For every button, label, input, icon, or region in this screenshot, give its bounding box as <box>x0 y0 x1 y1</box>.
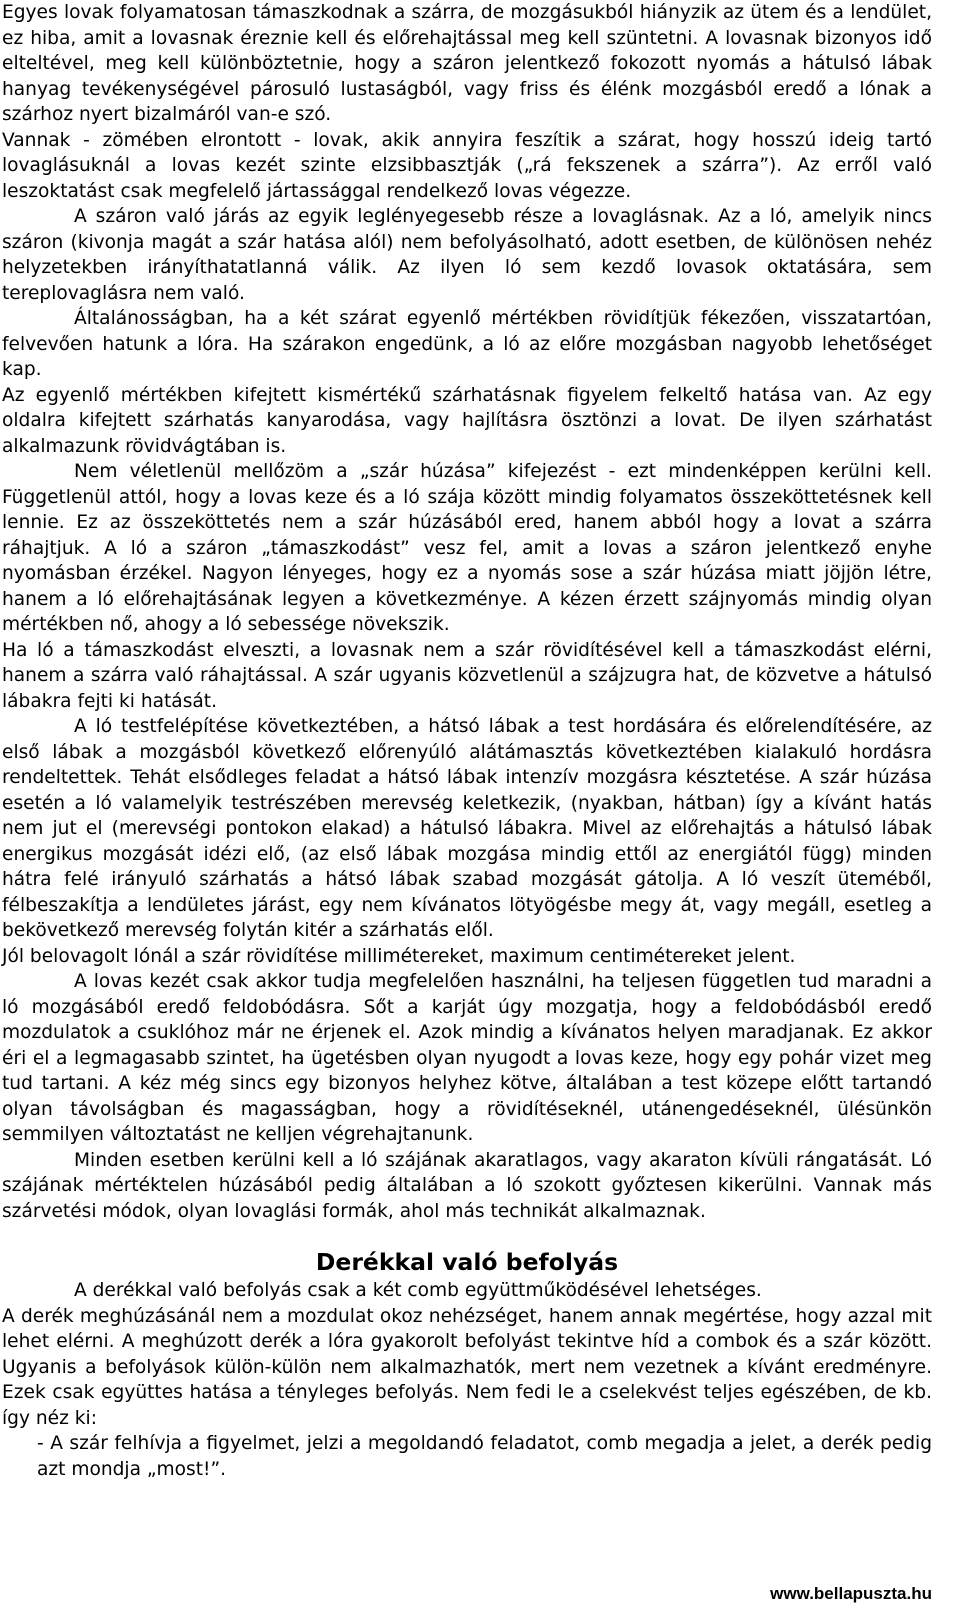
paragraph: Nem véletlenül mellőzöm a „szár húzása” kifejezést - ezt mindenképpen kerülni kell. Függetlenül attól, hogy a lovas keze és a ló szája között mindig folyamatos összeköttetésnek kell lennie. Ez az összeköttetés nem a szár húzásából ered, hanem abból hogy a lovat a szárra ráhajtjuk. A ló a száron „támaszkodást” vesz fel, amit a lovas a száron jelentkező enyhe nyomásban érzékel. Nagyon lényeges, hogy ez a nyomás sose a szár húzása miatt jöjjön létre, hanem a ló előrehajtásának legyen a következménye. A kézen érzett szájnyomás mindig olyan mértékben nő, ahogy a ló sebessége növekszik. <box>2 461 932 635</box>
list-item: - A szár felhívja a figyelmet, jelzi a megoldandó feladatot, comb megadja a jelet, a derék pedig azt mondja „most!”. <box>37 1433 932 1480</box>
paragraph: Az egyenlő mértékben kifejtett kismértékű szárhatásnak figyelem felkeltő hatása van. Az egy oldalra kifejtett szárhatás kanyarodása, vagy hajlításra ösztönzi a lovat. De ilyen szárhatást alkalmazunk rövidvágtában is. <box>2 384 932 457</box>
paragraph: A lovas kezét csak akkor tudja megfelelően használni, ha teljesen független tud maradni a ló mozgásából eredő feldobódásra. Sőt a karját úgy mozgatja, hogy a feldobódásból eredő mozdulatok a csuklóhoz már ne érjenek el. Azok mindig a kívánatos helyen maradjanak. Ez akkor éri el a legmagasabb szintet, ha ügetésben olyan nyugodt a lovas keze, hogy egy pohár vizet meg tud tartani. A kéz még sincs egy bizonyos helyhez kötve, általában a test közepe előtt tartandó olyan távolságban és magasságban, hogy a rövidítéseknél, utánengedéseknél, ülésünkön semmilyen változtatást ne kelljen végrehajtanunk. <box>2 971 932 1145</box>
paragraph: A derék meghúzásánál nem a mozdulat okoz nehézséget, hanem annak megértése, hogy azzal mit lehet elérni. A meghúzott derék a lóra gyakorolt befolyást tekintve híd a combok és a szár között. Ugyanis a befolyások külön-külön nem alkalmazhatók, mert nem vezetnek a kívánt eredményre. Ezek csak együttes hatása a tényleges befolyás. Nem fedi le a cselekvést teljes egészében, de kb. így néz ki: <box>2 1305 932 1429</box>
paragraph: Vannak - zömében elrontott - lovak, akik annyira feszítik a szárat, hogy hosszú ideig tartó lovaglásuknál a lovas kezét szinte elzsibbasztják („rá fekszenek a szárra”). Az erről való leszoktatást csak megfelelő jártassággal rendelkező lovas végezze. <box>2 129 932 202</box>
paragraph: A derékkal való befolyás csak a két comb együttműködésével lehetséges. <box>74 1280 762 1301</box>
paragraph: A száron való járás az egyik leglényegesebb része a lovaglásnak. Az a ló, amelyik nincs száron (kivonja magát a szár hatása alól) nem befolyásolható, adott esetben, de különösen nehéz helyzetekben irányíthatatlanná válik. Az ilyen ló sem kezdő lovasok oktatására, sem tereplovaglásra nem való. <box>2 206 932 304</box>
paragraph: Egyes lovak folyamatosan támaszkodnak a szárra, de mozgásukból hiányzik az ütem és a lendület, ez hiba, amit a lovasnak éreznie kell és előrehajtással meg kell szüntetni. A lovasnak bizonyos idő elteltével, meg kell különböztetnie, hogy a száron jelentkező fokozott nyomás a hátulsó lábak hanyag tevékenységével párosuló lustaságból, vagy friss és élénk mozgásból eredő a lónak a szárhoz nyert bizalmáról van-e szó. <box>2 2 932 125</box>
body-text-after <box>2 1278 932 1482</box>
paragraph: Általánosságban, ha a két szárat egyenlő mértékben rövidítjük fékezően, visszatartóan, felvevően hatunk a lóra. Ha szárakon engedünk, a ló az előre mozgásban nagyobb lehetőséget kap. <box>2 308 932 380</box>
section-heading: Derékkal való befolyás <box>315 1248 619 1276</box>
paragraph: Jól belovagolt lónál a szár rövidítése millimétereket, maximum centimétereket jelent. <box>2 945 796 967</box>
website-link[interactable]: www.bellapuszta.hu <box>770 1584 932 1603</box>
paragraph: Ha ló a támaszkodást elveszti, a lovasnak nem a szár rövidítésével kell a támaszkodást elérni, hanem a szárra való ráhajtással. A szár ugyanis közvetlenül a szájzugra hat, de közvetve a hátulsó lábakra fejti ki hatását. <box>2 639 932 712</box>
paragraph: Minden esetben kerülni kell a ló szájának akaratlagos, vagy akaraton kívüli rángatását. Ló szájának mértéktelen húzásából pedig általában a ló szokott győztesen kikerülni. Vannak más szárvetési módok, olyan lovaglási formák, ahol más technikát alkalmaznak. <box>2 1149 932 1222</box>
body-text-before <box>2 0 932 1224</box>
paragraph: A ló testfelépítése következtében, a hátsó lábak a test hordására és előrelendítésére, az első lábak a mozgásból következő előrenyúló alátámasztás következtében kialakuló hordásra rendeltettek. Tehát elsődleges feladat a hátsó lábak intenzív mozgásra késztetése. A szár húzása esetén a ló valamelyik testrészében merevség keletkezik, (nyakban, hátban) így a kívánt hatás nem jut el (merevségi pontokon elakad) a hátulsó lábakra. Mivel az előrehajtás a hátulsó lábak energikus mozgását idézi elő, (az első lábak mozgása mindig ettől az energiától függ) minden hátra felé irányuló szárhatás a hátsó lábak szabad mozgását gátolja. A ló veszít üteméből, félbeszakítja a lendületes járást, egy nem kívánatos lötyögésbe megy át, vagy megáll, esetleg a bekövetkező merevség folytán kitér a szárhatás elől. <box>2 716 932 941</box>
